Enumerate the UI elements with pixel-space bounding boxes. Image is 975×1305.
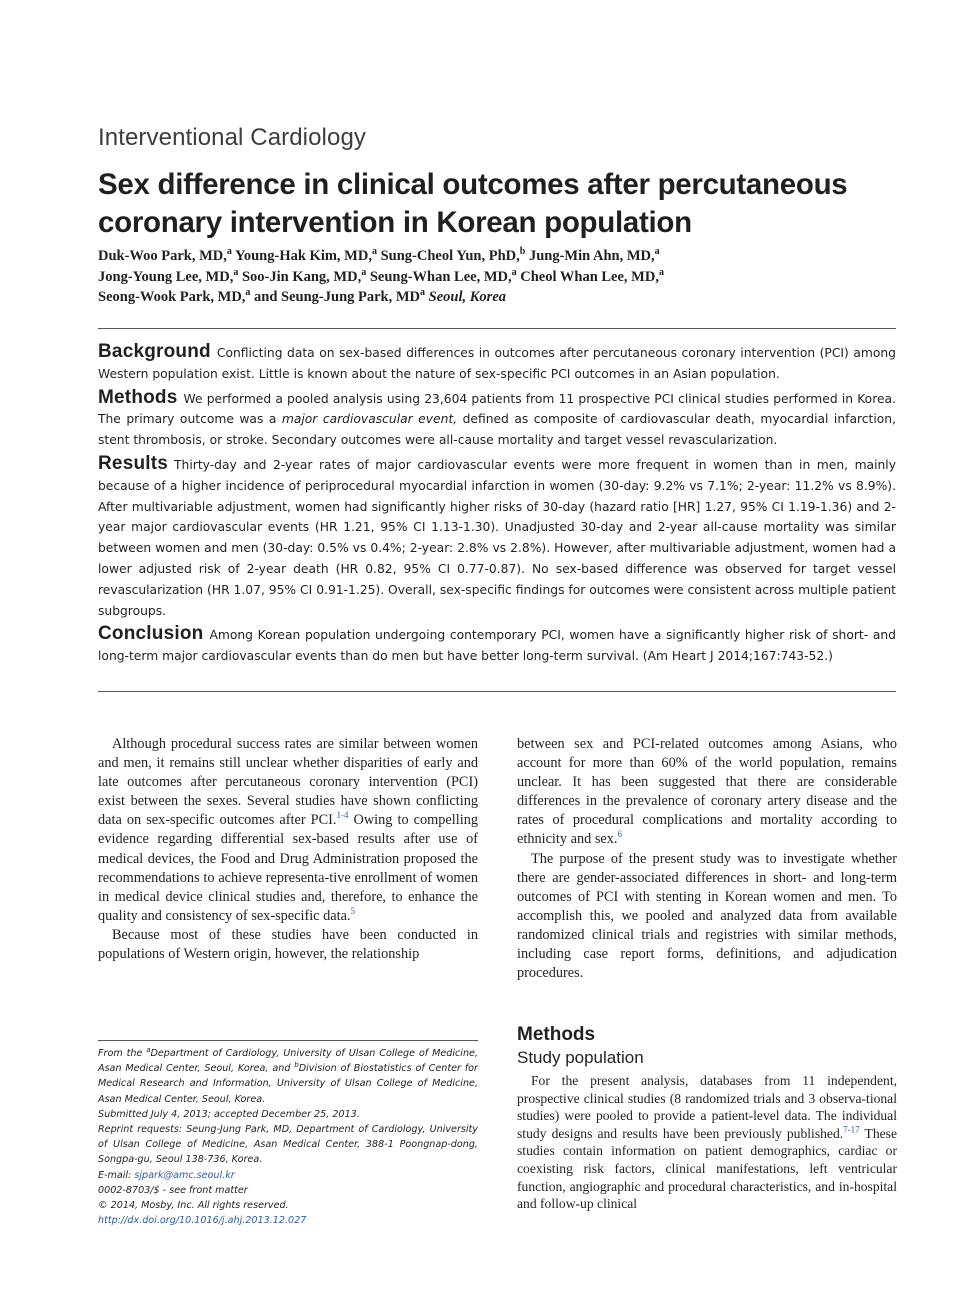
author-name: Soo-Jin Kang, MD, [241,268,362,285]
abstract-background-text: Conflicting data on sex-based differences in outcomes after percutaneous coronary intervention (PCI) among Western population exist. Little is known about the nature of sex-specific PCI outcomes in an Asian population. [98,346,896,381]
left-column-body [98,735,478,964]
abstract-conclusion [98,624,896,667]
author-name: Jong-Young Lee, MD, [98,268,234,285]
methods-text: For the present analysis, databases from 11 independent, prospective clinical studies (8 randomized trials and 3 observa-tional studies) were pooled to provide a patient-level data. The individual study designs and results have been previously published. [517,1073,897,1141]
right-column-body [517,735,897,983]
author-affiliation: b [519,246,526,258]
submission-note: Submitted July 4, 2013; accepted December 25, 2013. [98,1108,360,1120]
author-affiliation: a [245,287,251,299]
affiliation-note [98,1046,478,1107]
email-label: E-mail: [98,1169,135,1181]
methods-paragraph [517,1072,897,1213]
abstract-top-rule [98,328,896,329]
footnote-rule [98,1040,478,1041]
article-title: Sex difference in clinical outcomes after percutaneous coronary intervention in Korean population [98,168,848,239]
author-affiliation: a [361,266,367,278]
citation-link[interactable]: 7-17 [843,1124,860,1135]
abstract [98,342,896,670]
author-name: Young-Hak Kim, MD, [235,248,372,264]
author-name: Duk-Woo Park, MD, [98,248,227,264]
issn-note: 0002-8703/$ - see front matter [98,1184,248,1196]
author-name: and Seung-Jung Park, MD [254,289,421,305]
author-affiliation: a [654,246,660,258]
abstract-conclusion-text: Among Korean population undergoing contemporary PCI, women have a significantly higher risk of short- and long-term major cardiovascular events than do men but have better long-term survival. (Am Heart J 2014;167:743-52.) [98,628,896,664]
copyright-note: © 2014, Mosby, Inc. All rights reserved. [98,1200,289,1212]
affiliation-text-3: Division of Biostatistics of Center for Medical Research and Information, University of Ulsan College of Medicine, Asan Medical Center, Seoul, Korea. [98,1063,478,1105]
abstract-methods-text: We performed a pooled analysis using 23,604 patients from 11 prospective PCI clinical studies performed in Korea. The primary outcome was a [98,391,896,427]
methods-body [517,1072,897,1213]
abstract-methods-text-2: defined as composite of cardiovascular death, myocardial infarction, stent thrombosis, or stroke. Secondary outcomes were all-cause mortality and target vessel revascularization. [98,412,896,448]
abstract-results [98,454,896,621]
author-affiliation: a [658,266,664,278]
affiliation-text: From the [98,1048,147,1059]
citation-link[interactable]: 5 [350,906,355,917]
author-name: Sung-Cheol Yun, PhD, [380,248,520,264]
abstract-background [98,342,896,385]
abstract-bottom-rule [98,691,896,692]
author-affiliation: a [420,287,426,299]
abstract-conclusion-heading: Conclusion [98,623,204,645]
intro-text-2: Owing to compelling evidence regarding differential sex-based results after use of medical devices, the Food and Drug Administration proposed the recommendations to achieve representa-tive enrollment of women in medical device clinical studies and, therefore, to enhance the quality and consistency of sex-specific data. [98,812,478,924]
footnotes [98,1046,478,1228]
doi-link[interactable]: http://dx.doi.org/10.1016/j.ahj.2013.12.027 [98,1215,307,1227]
affiliation-marker: b [294,1061,299,1070]
intro-paragraph-1 [98,735,478,926]
abstract-background-heading: Background [98,341,211,362]
author-name: Cheol Whan Lee, MD, [520,268,659,285]
author-affiliation: a [233,266,239,278]
citation-link[interactable]: 6 [617,829,622,840]
abstract-methods [98,388,896,451]
intro-paragraph-2: Because most of these studies have been conducted in populations of Western origin, however, the relationship [98,926,478,963]
citation-link[interactable]: 1-4 [336,810,349,821]
author-list [98,246,898,308]
abstract-results-heading: Results [98,452,169,474]
affiliation-text-2: Department of Cardiology, University of Ulsan College of Medicine, Asan Medical Center, Seoul, Korea, and [98,1048,478,1075]
abstract-methods-italic: major cardiovascular event, [281,412,458,427]
author-affiliation: a [511,266,517,278]
author-affiliation: a [371,246,377,258]
author-affiliation: a [226,246,232,258]
author-name: Seong-Wook Park, MD, [98,289,246,305]
intro-text-3: between sex and PCI-related outcomes among Asians, who account for more than 60% of the world population, remains unclear. It has been suggested that there are considerable differences in the prevalence of coronary artery disease and the rates of procedural complications and mortality according to ethnicity and sex. [517,736,897,848]
abstract-methods-heading: Methods [98,386,178,408]
intro-text: Although procedural success rates are similar between women and men, it remains still unclear whether disparities of early and late outcomes after percutaneous coronary intervention (PCI) exist between the sexes. Several studies have shown conflicting data on sex-specific outcomes after PCI. [98,736,478,829]
reprint-note: Reprint requests: Seung-Jung Park, MD, Department of Cardiology, University of Ulsan College of Medicine, Asan Medical Center, 388-1 Poongnap-dong, Songpa-gu, Seoul 138-736, Korea. [98,1124,478,1166]
abstract-results-text: Thirty-day and 2-year rates of major cardiovascular events were more frequent in women than in men, mainly because of a higher incidence of periprocedural myocardial infarction in women (30-day: 9.2% vs 7.1%; 2-year: 11.2% vs 8.9%). After multivariable adjustment, women had significantly higher risks of 30-day (hazard ratio [HR] 1.27, 95% CI 1.19-1.36) and 2-year major cardiovascular events (HR 1.21, 95% CI 1.13-1.30). Unadjusted 30-day and 2-year all-cause mortality was similar between women and men (30-day: 0.5% vs 0.4%; 2-year: 2.8% vs 2.8%). However, after multivariable adjustment, women had a lower adjusted risk of 2-year death (HR 0.82, 95% CI 0.77-0.87). No sex-based difference was observed for target vessel revascularization (HR 1.07, 95% CI 0.91-1.25). Overall, sex-specific findings for outcomes were consistent across multiple patient subgroups. [98,457,896,618]
section-label: Interventional Cardiology [98,124,366,151]
author-location: Seoul, Korea [428,289,506,305]
intro-paragraph-3 [517,735,897,850]
affiliation-marker: a [146,1045,151,1054]
methods-heading: Methods [517,1024,596,1045]
author-name: Jung-Min Ahn, MD, [528,248,655,264]
methods-text-2: These studies contain information on patient demographics, cardiac or coexisting risk factors, clinical manifestations, left ventricular function, angiographic and procedural characteristics, and in-hospital and follow-up clinical [517,1125,897,1212]
email-note [98,1168,478,1183]
author-name: Seung-Whan Lee, MD, [369,268,512,285]
email-link[interactable]: sjpark@amc.seoul.kr [134,1169,235,1181]
study-population-subheading: Study population [517,1048,644,1067]
intro-paragraph-4: The purpose of the present study was to investigate whether there are gender-associated differences in short- and long-term outcomes of PCI with stenting in Korean women and men. To accomplish this, we pooled and analyzed data from available randomized clinical trials and registries with similar methods, including case report forms, definitions, and adjudication procedures. [517,850,897,982]
